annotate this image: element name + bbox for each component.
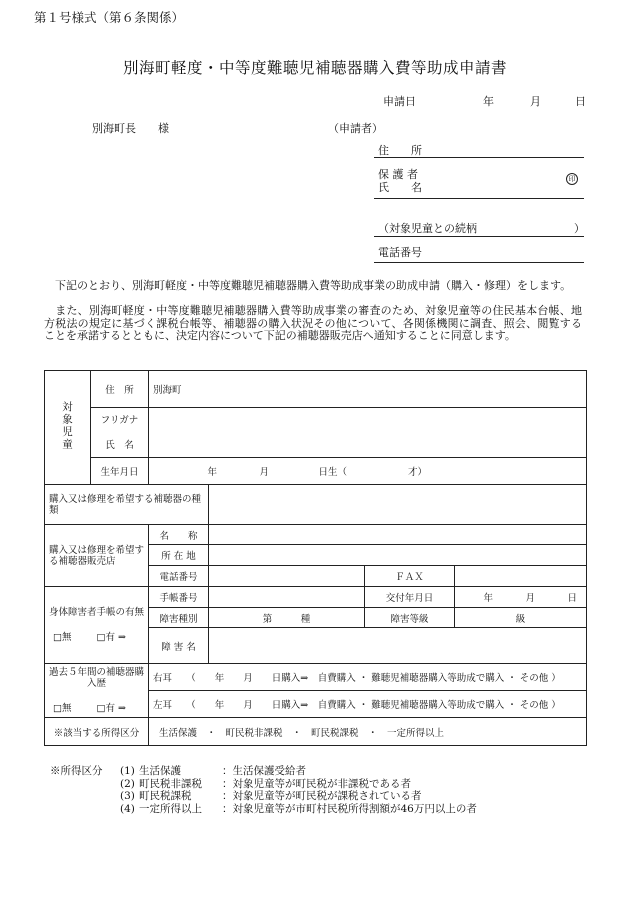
device-type-label: 購入又は修理を希望する補聴器の種類 [45,485,209,525]
applicant-label: （申請者） [328,122,383,135]
issue-month-unit: 月 [525,593,535,604]
applicant-name-field[interactable] [374,198,584,199]
disability-type-value: 第 種 [262,613,311,625]
income-label: ※該当する所得区分 [45,718,149,746]
disability-name-label: 障 害 名 [149,628,209,664]
note-term: 生活保護 [139,765,181,777]
relation-field[interactable] [374,236,584,237]
birth-month-unit: 月 [259,467,269,478]
applicant-address-field[interactable] [374,157,584,158]
document-title: 別海町軽度・中等度難聴児補聴器購入費等助成申請書 [122,59,507,77]
application-table [44,370,587,746]
disability-grade-label: 障害等級 [365,608,455,628]
issue-year-unit: 年 [483,593,493,604]
note-num: (2) [120,777,135,790]
applicant-phone-field[interactable] [374,262,584,263]
disability-name-field[interactable] [209,628,587,664]
handbook-yes-checkbox[interactable]: □有 ⇒ [96,632,126,643]
handbook-block [45,587,149,664]
child-name-labels [91,408,149,458]
disability-type-field[interactable] [209,608,365,628]
disability-grade-field[interactable] [455,608,587,628]
history-none-checkbox[interactable]: □無 [53,703,72,714]
birth-field[interactable] [149,458,587,485]
form-number: 第１号様式（第６条関係） [34,10,185,25]
history-yes-checkbox[interactable]: □有 ⇒ [96,703,126,714]
child-address-field[interactable] [149,371,587,408]
birth-age-unit: 才） [407,467,427,478]
birth-year-unit: 年 [207,467,217,478]
child-address-label: 住 所 [91,371,149,408]
note-desc: ：対象児童等が町民税が課税されている者 [222,790,422,802]
note-term: 町民税課税 [139,790,192,802]
birth-day-unit: 日生（ [318,467,347,478]
consent-paragraph-1: 下記のとおり、別海町軽度・中等度難聴児補聴器購入費等助成事業の助成申請（購入・修理）をします。 [44,279,572,292]
history-label: 過去５年間の補聴器購入歴 [49,667,145,689]
applicant-name-label: 氏 名 [378,181,422,194]
date-day-unit: 日 [575,95,586,108]
applicant-address-label: 住 所 [378,144,422,157]
income-options-text: 生活保護 ・ 町民税非課税 ・ 町民税課税 ・ 一定所得以上 [159,727,445,739]
shop-name-label: 名 称 [149,525,209,545]
note-num: (4) [120,802,135,815]
child-name-label: 氏 名 [105,439,134,451]
disability-grade-value: 級 [515,613,526,625]
handbook-number-field[interactable] [209,587,365,608]
addressee: 別海町長 様 [92,122,169,135]
note-term: 一定所得以上 [139,802,202,815]
shop-name-field[interactable] [209,525,587,545]
issue-date-field[interactable] [455,587,587,608]
child-name-field[interactable] [149,408,587,458]
date-year-unit: 年 [483,95,494,108]
handbook-none-checkbox[interactable]: □無 [53,632,72,643]
shop-location-label: 所 在 地 [149,545,209,566]
right-ear-row[interactable] [149,664,587,691]
note-desc: ：生活保護受給者 [222,765,306,777]
relation-close: ） [574,222,585,235]
furigana-label: フリガナ [100,414,139,426]
history-block [45,664,149,718]
applicant-phone-label: 電話番号 [378,246,422,259]
relation-label: （対象児童との続柄 [378,222,477,235]
device-type-field[interactable] [209,485,587,525]
note-desc: ：対象児童等が市町村民税所得割額が46万円以上の者 [222,802,477,815]
left-ear-text: 左耳 （ 年 月 日購入⇒ 自費購入 ・ 難聴児補聴器購入等助成で購入 ・ その他 ） [153,700,561,711]
seal-mark: 印 [566,173,578,185]
note-num: (1) [120,765,135,777]
shop-fax-label: ＦＡＸ [365,566,455,587]
date-label: 申請日 [383,95,416,108]
handbook-number-label: 手帳番号 [149,587,209,608]
right-ear-text: 右耳 （ 年 月 日購入⇒ 自費購入 ・ 難聴児補聴器購入等助成で購入 ・ その他 ） [153,673,561,684]
note-term: 町民税非課税 [139,777,202,790]
note-num: (3) [120,790,135,802]
applicant-guardian-label: 保 護 者 [378,168,418,181]
issue-date-label: 交付年月日 [365,587,455,608]
consent-paragraph-2: また、別海町軽度・中等度難聴児補聴器購入費等助成事業の審査のため、対象児童等の住民基本台帳、地方税法の規定に基づく課税台帳等、補聴器の購入状況その他について、各関係機関に調査、照会、閲覧することを承諾するとともに、決定内容について下記の補聴器販売店へ通知することに同意します。 [44,304,582,342]
handbook-label: 身体障害者手帳の有無 [49,607,145,618]
shop-location-field[interactable] [209,545,587,566]
issue-day-unit: 日 [567,593,577,604]
income-options[interactable] [149,718,587,746]
shop-label: 購入又は修理を希望する補聴器販売店 [45,525,149,587]
left-ear-row[interactable] [149,691,587,718]
child-header: 対象児童 [45,371,91,485]
notes-heading: ※所得区分 [50,765,103,777]
shop-phone-field[interactable] [209,566,365,587]
child-address-value: 別海町 [153,385,182,396]
shop-phone-label: 電話番号 [149,566,209,587]
birth-label: 生年月日 [91,458,149,485]
disability-type-label: 障害種別 [149,608,209,628]
date-month-unit: 月 [530,95,541,108]
shop-fax-field[interactable] [455,566,587,587]
note-desc: ：対象児童等が町民税が非課税である者 [222,777,411,790]
